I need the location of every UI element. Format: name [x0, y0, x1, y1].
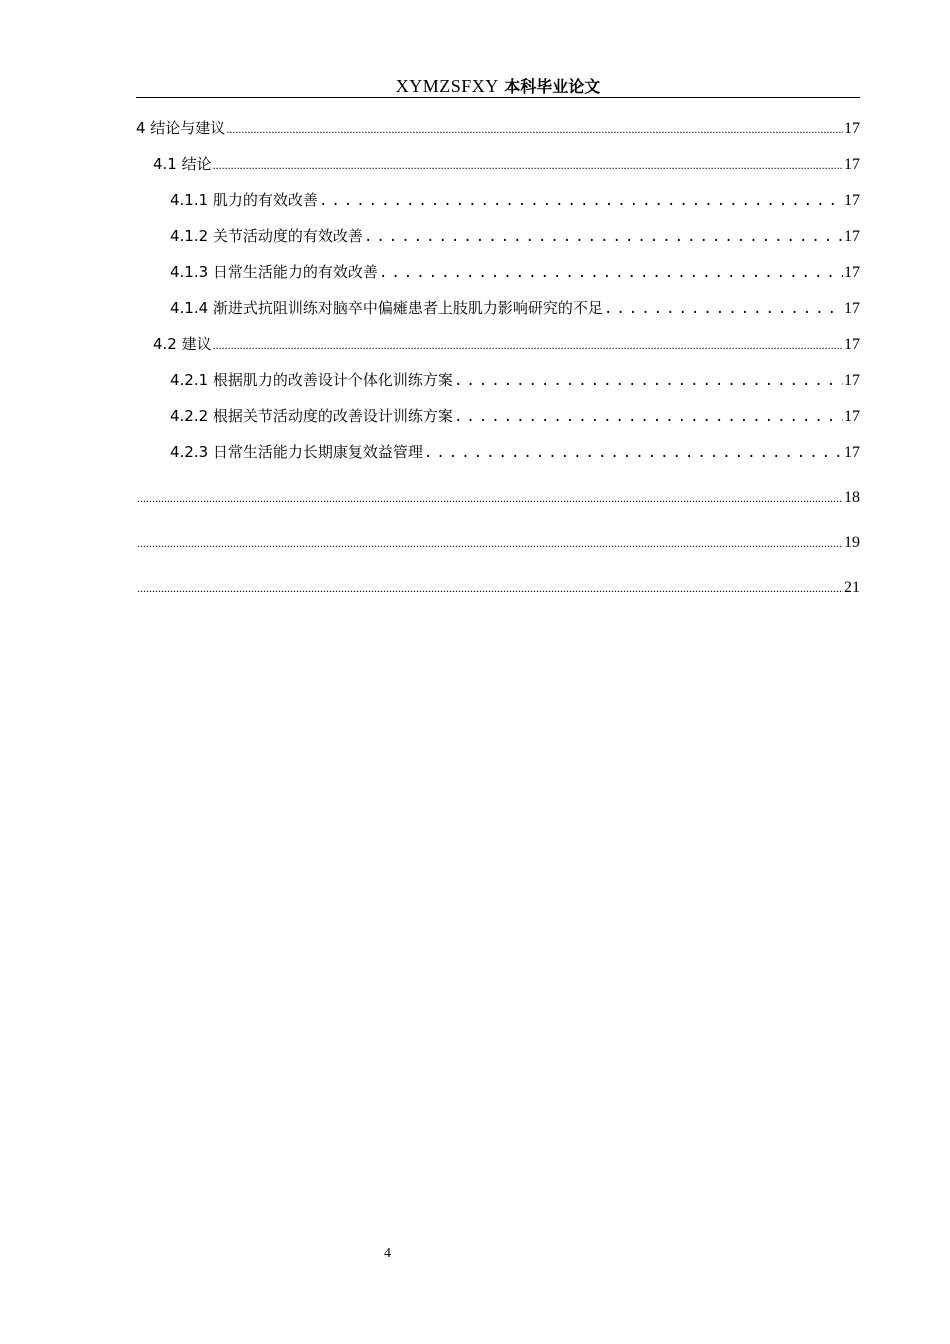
toc-entry-page: 17: [844, 192, 860, 209]
header-title: 本科毕业论文: [504, 77, 601, 96]
toc-entry[interactable]: [136, 332, 860, 368]
toc-leader: [213, 333, 843, 357]
toc-leader: [137, 576, 843, 600]
toc-entry-title: 4.2.1 根据肌力的改善设计个体化训练方案: [170, 371, 453, 389]
toc-leader: [137, 486, 843, 510]
toc-entry-title: 4.2.3 日常生活能力长期康复效益管理: [170, 443, 423, 461]
toc-entry[interactable]: [136, 224, 860, 260]
toc-entry[interactable]: [136, 440, 860, 476]
toc-leader: [226, 117, 843, 141]
toc-entry-title: 4 结论与建议: [136, 119, 226, 137]
toc-entry[interactable]: [136, 152, 860, 188]
toc-leader: [137, 531, 843, 555]
toc-entry[interactable]: [136, 404, 860, 440]
toc-entry[interactable]: [136, 296, 860, 332]
toc-entry-page: 17: [844, 372, 860, 389]
toc-entry[interactable]: [136, 486, 860, 531]
toc-entry-page: 17: [844, 156, 860, 173]
toc-entry-page: 17: [844, 336, 860, 353]
toc-entry-title: 4.1.1 肌力的有效改善: [170, 191, 318, 209]
toc-leader: [213, 153, 843, 177]
toc-leader: [319, 189, 843, 213]
toc-entry-page: 17: [844, 120, 860, 137]
table-of-contents: [136, 116, 860, 621]
toc-entry-title: 4.2 建议: [153, 335, 212, 353]
toc-entry-page: 21: [844, 579, 860, 596]
toc-entry-title: 4.1.3 日常生活能力的有效改善: [170, 263, 378, 281]
header-rule: [136, 97, 860, 98]
toc-entry[interactable]: [136, 576, 860, 621]
toc-leader: [364, 225, 843, 249]
page-header: [136, 74, 860, 98]
toc-entry-title: 4.1 结论: [153, 155, 212, 173]
toc-entry-page: 17: [844, 444, 860, 461]
page-number: 4: [384, 1246, 391, 1261]
toc-entry-page: 17: [844, 228, 860, 245]
toc-leader: [454, 369, 843, 393]
toc-entry-page: 17: [844, 300, 860, 317]
toc-entry[interactable]: [136, 260, 860, 296]
toc-spacer: [136, 476, 860, 486]
toc-entry-page: 17: [844, 264, 860, 281]
toc-leader: [454, 405, 843, 429]
toc-entry[interactable]: [136, 531, 860, 576]
toc-entry-page: 19: [844, 534, 860, 551]
header-latin: XYMZSFXY: [395, 76, 499, 96]
toc-leader: [604, 297, 843, 321]
toc-entry[interactable]: [136, 116, 860, 152]
toc-entry-title: 4.1.2 关节活动度的有效改善: [170, 227, 363, 245]
toc-leader: [379, 261, 843, 285]
toc-entry-page: 17: [844, 408, 860, 425]
toc-entry-page: 18: [844, 489, 860, 506]
toc-entry-title: 4.2.2 根据关节活动度的改善设计训练方案: [170, 407, 453, 425]
toc-entry[interactable]: [136, 368, 860, 404]
toc-leader: [424, 441, 843, 465]
toc-entry[interactable]: [136, 188, 860, 224]
toc-entry-title: 4.1.4 渐进式抗阻训练对脑卒中偏瘫患者上肢肌力影响研究的不足: [170, 299, 603, 317]
